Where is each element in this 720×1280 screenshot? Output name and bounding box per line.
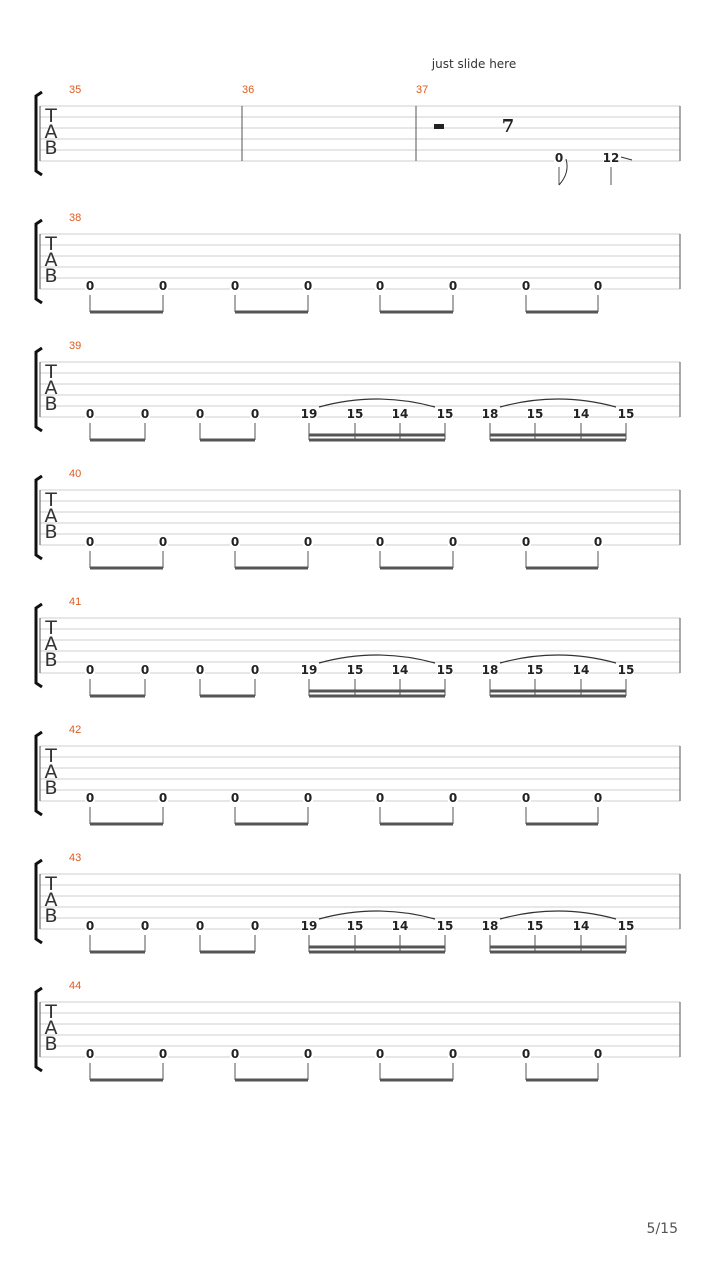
- fret-number: 15: [436, 919, 454, 933]
- tab-clef-letter: A: [44, 761, 58, 783]
- fret-number: 0: [375, 279, 385, 293]
- annotation-just-slide-here: just slide here: [431, 57, 517, 71]
- fret-number: 15: [617, 663, 635, 677]
- tab-clef-letter: B: [44, 521, 58, 543]
- tab-clef-letter: A: [44, 889, 58, 911]
- system-bracket: [36, 348, 42, 431]
- fret-number: 0: [85, 407, 95, 421]
- tab-clef-letter: B: [44, 265, 58, 287]
- fret-number: 14: [391, 919, 409, 933]
- fret-number: 18: [481, 407, 499, 421]
- tab-clef-letter: A: [44, 633, 58, 655]
- fret-number: 0: [448, 1047, 458, 1061]
- fret-number: 15: [436, 663, 454, 677]
- fret-number: 0: [375, 791, 385, 805]
- fret-number: 0: [521, 791, 531, 805]
- fret-number: 15: [617, 919, 635, 933]
- tab-clef-letter: T: [45, 233, 57, 255]
- fret-number: 14: [572, 407, 590, 421]
- fret-number: 0: [85, 919, 95, 933]
- fret-number: 18: [481, 663, 499, 677]
- measure-number: 43: [69, 852, 82, 864]
- measure-number: 37: [416, 84, 429, 96]
- fret-number: 0: [140, 407, 150, 421]
- system-bracket: [36, 604, 42, 687]
- tab-clef-letter: B: [44, 777, 58, 799]
- fret-number: 14: [391, 407, 409, 421]
- measure-number: 39: [69, 340, 82, 352]
- fret-number: 15: [346, 663, 364, 677]
- tab-clef-letter: A: [44, 249, 58, 271]
- tab-clef-letter: B: [44, 137, 58, 159]
- system-bracket: [36, 732, 42, 815]
- fret-number: 0: [593, 791, 603, 805]
- eighth-rest: 7: [501, 116, 515, 137]
- fret-number: 0: [195, 919, 205, 933]
- fret-number: 0: [375, 535, 385, 549]
- fret-number: 0: [303, 279, 313, 293]
- fret-number: 0: [230, 535, 240, 549]
- fret-number: 0: [158, 535, 168, 549]
- tab-clef-letter: T: [45, 361, 57, 383]
- fret-number: 15: [526, 919, 544, 933]
- fret-number: 0: [593, 535, 603, 549]
- fret-number: 14: [572, 663, 590, 677]
- tab-clef-letter: T: [45, 105, 57, 127]
- fret-number: 14: [572, 919, 590, 933]
- fret-number: 0: [85, 279, 95, 293]
- fret-number: 0: [448, 535, 458, 549]
- tab-clef-letter: B: [44, 649, 58, 671]
- fret-number: 0: [593, 279, 603, 293]
- fret-number: 18: [481, 919, 499, 933]
- measure-number: 44: [69, 980, 82, 992]
- fret-number: 0: [230, 791, 240, 805]
- tab-clef-letter: T: [45, 617, 57, 639]
- tab-clef-letter: T: [45, 489, 57, 511]
- fret-number: 0: [303, 1047, 313, 1061]
- fret-number: 15: [436, 407, 454, 421]
- fret-number: 0: [85, 535, 95, 549]
- fret-number: 15: [526, 407, 544, 421]
- fret-number: 12: [602, 151, 620, 165]
- tab-clef-letter: T: [45, 1001, 57, 1023]
- fret-number: 15: [617, 407, 635, 421]
- fret-number: 0: [158, 1047, 168, 1061]
- system-bracket: [36, 988, 42, 1071]
- fret-number: 0: [375, 1047, 385, 1061]
- fret-number: 0: [303, 791, 313, 805]
- fret-number: 0: [250, 919, 260, 933]
- measure-number: 42: [69, 724, 82, 736]
- fret-number: 0: [521, 279, 531, 293]
- tab-clef-letter: T: [45, 873, 57, 895]
- tab-clef-letter: A: [44, 377, 58, 399]
- system-bracket: [36, 92, 42, 175]
- fret-number: 19: [300, 919, 318, 933]
- fret-number: 15: [346, 919, 364, 933]
- fret-number: 0: [85, 663, 95, 677]
- fret-number: 0: [195, 663, 205, 677]
- tab-clef-letter: A: [44, 1017, 58, 1039]
- fret-number: 0: [303, 535, 313, 549]
- measure-number: 35: [69, 84, 82, 96]
- fret-number: 0: [230, 279, 240, 293]
- tab-clef-letter: T: [45, 745, 57, 767]
- tab-clef-letter: A: [44, 121, 58, 143]
- fret-number: 0: [448, 791, 458, 805]
- page-number: 5/15: [646, 1221, 678, 1237]
- fret-number: 0: [158, 791, 168, 805]
- measure-number: 41: [69, 596, 82, 608]
- fret-number: 0: [554, 151, 564, 165]
- fret-number: 0: [521, 1047, 531, 1061]
- fret-number: 0: [85, 791, 95, 805]
- fret-number: 15: [526, 663, 544, 677]
- fret-number: 0: [593, 1047, 603, 1061]
- system-bracket: [36, 220, 42, 303]
- tab-clef-letter: B: [44, 905, 58, 927]
- half-rest: [434, 124, 444, 129]
- measure-number: 36: [242, 84, 255, 96]
- fret-number: 19: [300, 407, 318, 421]
- tab-clef-letter: B: [44, 1033, 58, 1055]
- fret-number: 19: [300, 663, 318, 677]
- fret-number: 14: [391, 663, 409, 677]
- system-bracket: [36, 860, 42, 943]
- fret-number: 0: [140, 663, 150, 677]
- tab-clef-letter: B: [44, 393, 58, 415]
- fret-number: 0: [85, 1047, 95, 1061]
- fret-number: 0: [140, 919, 150, 933]
- fret-number: 0: [250, 407, 260, 421]
- slide-mark: [621, 157, 632, 160]
- fret-number: 0: [230, 1047, 240, 1061]
- fret-number: 0: [195, 407, 205, 421]
- fret-number: 0: [158, 279, 168, 293]
- measure-number: 38: [69, 212, 82, 224]
- fret-number: 0: [521, 535, 531, 549]
- measure-number: 40: [69, 468, 82, 480]
- fret-number: 0: [250, 663, 260, 677]
- fret-number: 0: [448, 279, 458, 293]
- system-bracket: [36, 476, 42, 559]
- fret-number: 15: [346, 407, 364, 421]
- tab-clef-letter: A: [44, 505, 58, 527]
